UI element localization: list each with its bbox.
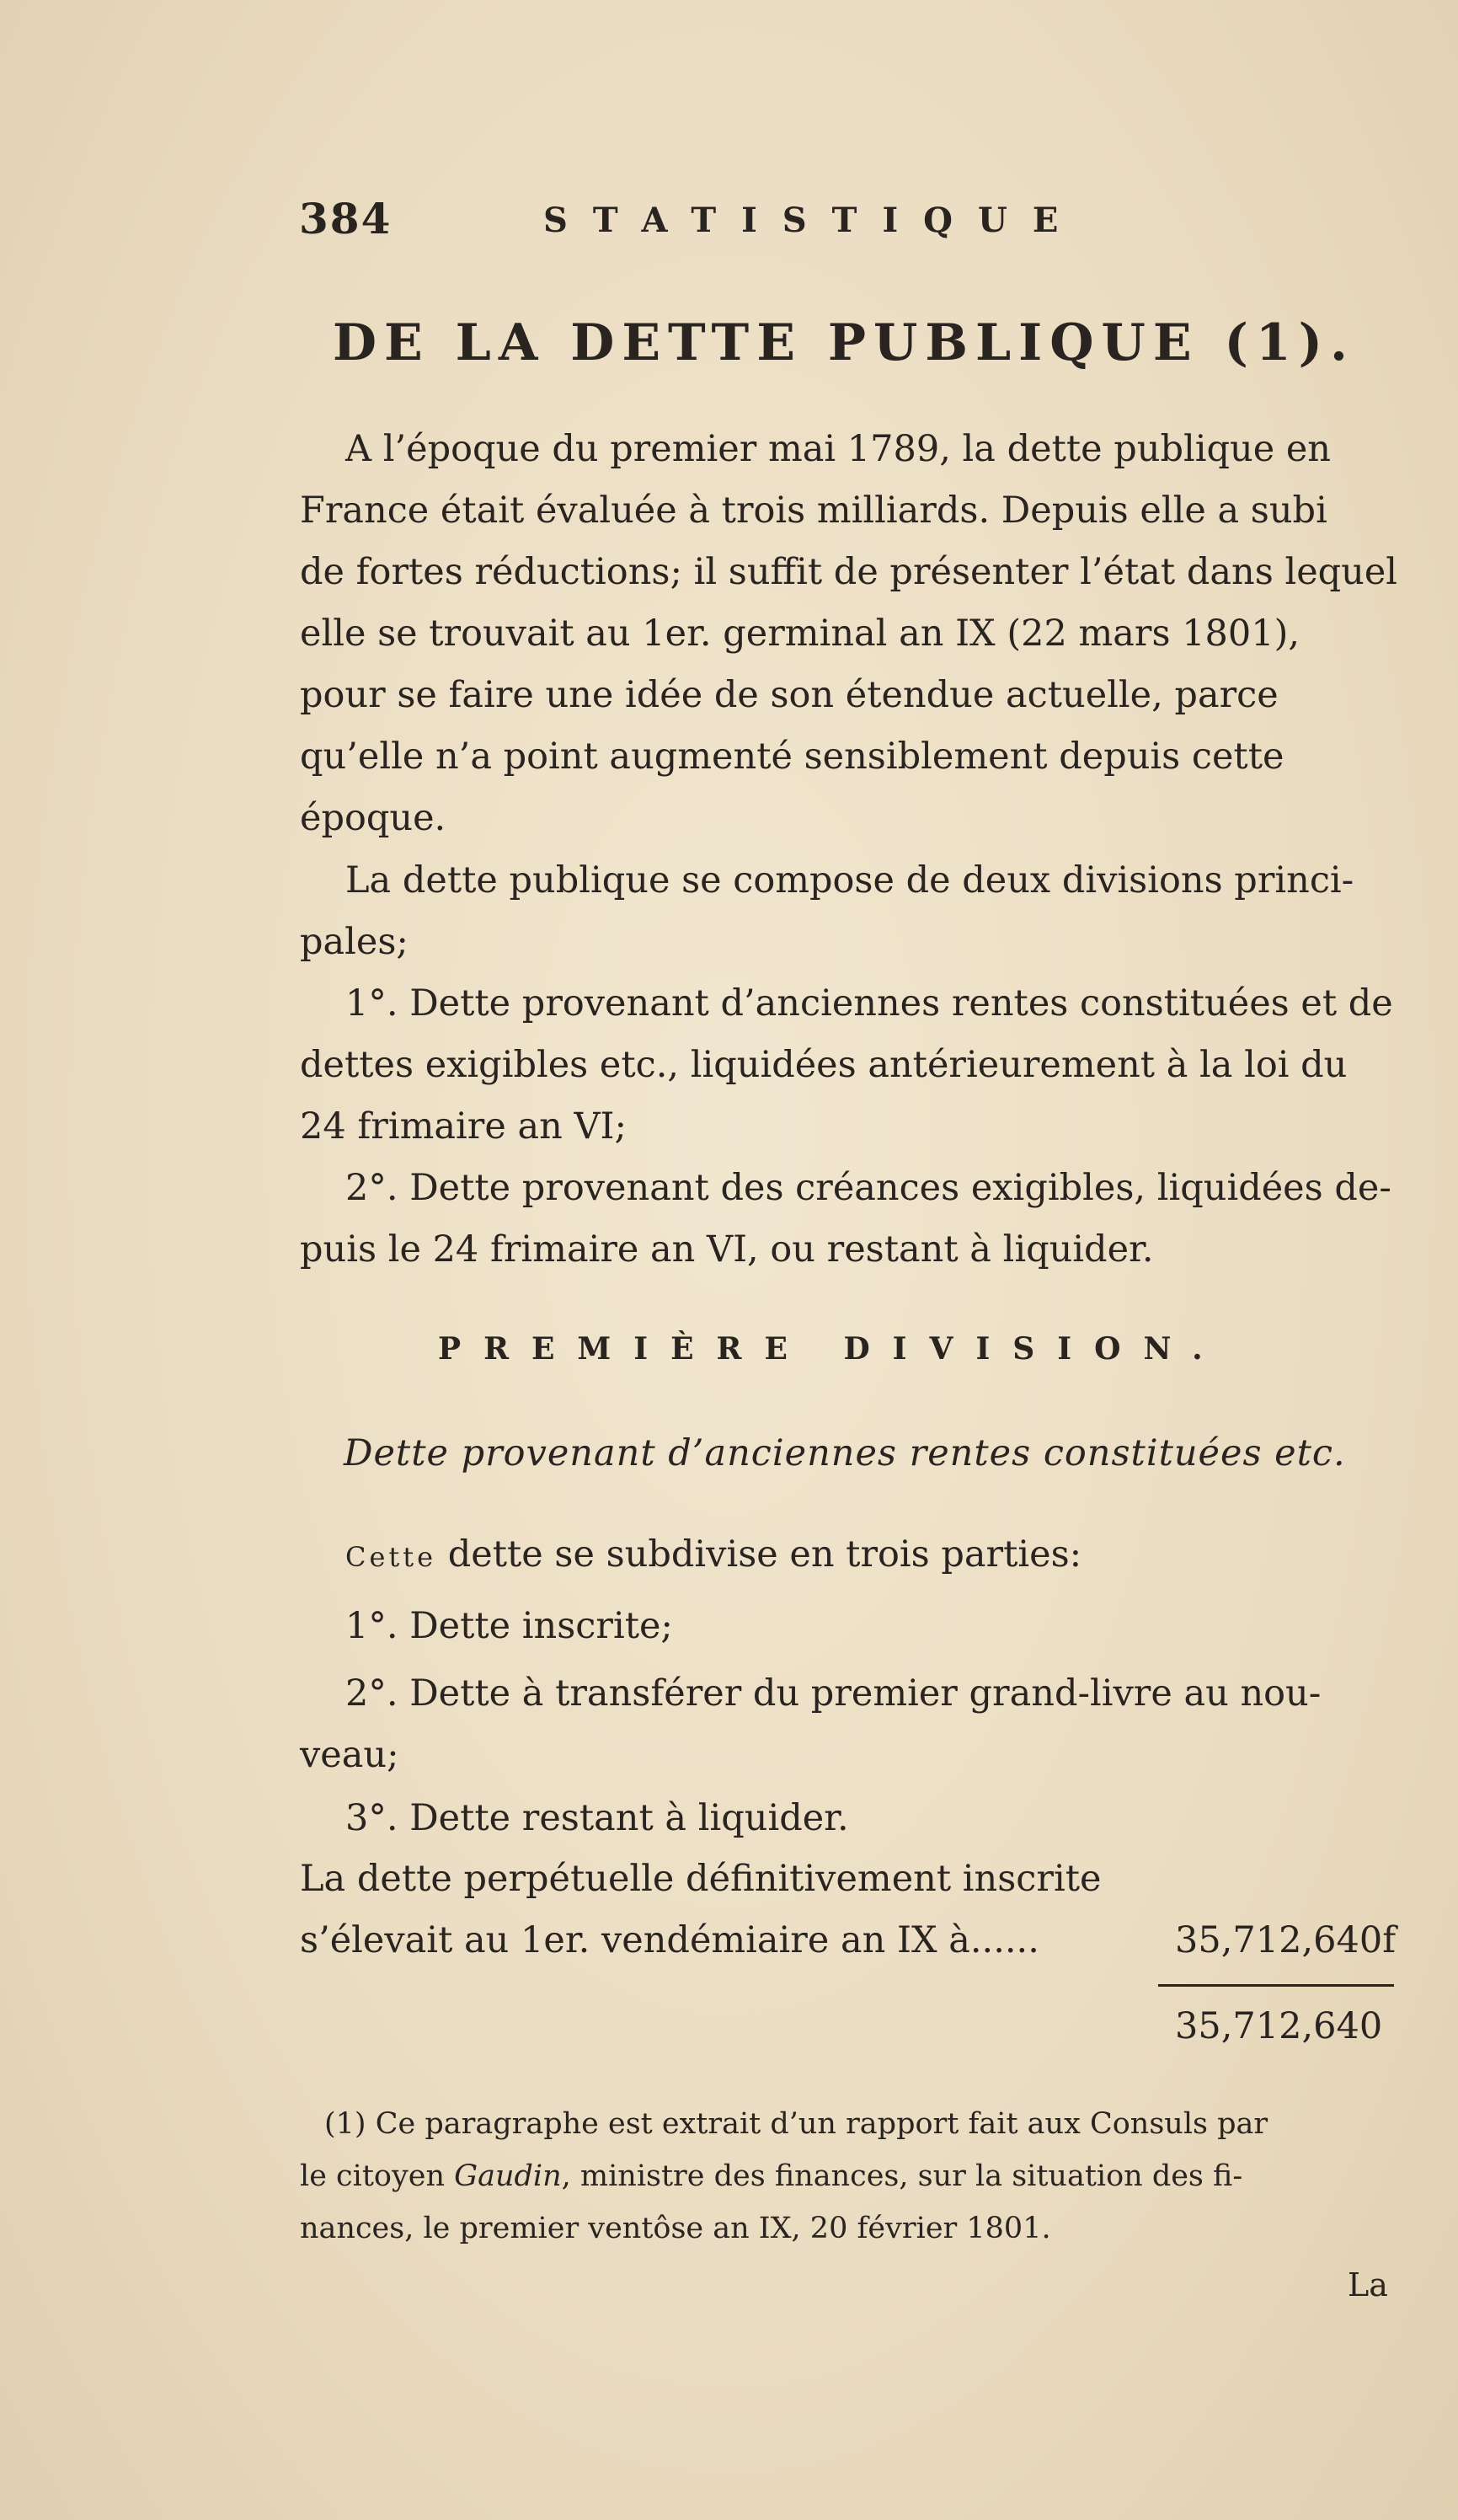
list-item: 1°. Dette inscrite;	[345, 1605, 673, 1647]
division-heading: PREMIÈRE DIVISION.	[438, 1331, 1226, 1367]
running-header	[299, 194, 1084, 243]
running-title: STATISTIQUE	[543, 201, 1084, 240]
list-item-continued: veau;	[300, 1734, 399, 1776]
text-line: France était évaluée à trois milliards. Depuis elle a subi	[300, 490, 1327, 532]
text-line: pales;	[300, 921, 409, 963]
text-line: La dette publique se compose de deux divisions princi-	[345, 859, 1354, 902]
division-subtitle: Dette provenant d’anciennes rentes constituées etc.	[344, 1432, 1346, 1474]
footnote-text: le citoyen	[300, 2159, 445, 2193]
sum-rule	[1158, 1984, 1394, 1987]
text-line: A l’époque du premier mai 1789, la dette publique en	[345, 428, 1331, 470]
list-item: 3°. Dette restant à liquider.	[345, 1797, 849, 1839]
text-line: dettes exigibles etc., liquidées antérieurement à la loi du	[300, 1044, 1348, 1086]
text-line: pour se faire une idée de son étendue actuelle, parce	[300, 674, 1279, 716]
text-line: elle se trouvait au 1er. germinal an IX (22 mars 1801),	[300, 613, 1300, 655]
section-heading: DE LA DETTE PUBLIQUE (1).	[333, 313, 1355, 372]
page-number: 384	[299, 194, 393, 243]
text-line: s’élevait au 1er. vendémiaire an IX à......	[300, 1919, 1039, 1961]
text-line: époque.	[300, 797, 446, 839]
text-line: 1°. Dette provenant d’anciennes rentes constituées et de	[345, 982, 1393, 1025]
intro-line	[345, 1533, 1081, 1576]
footnote-text: , ministre des finances, sur la situation des fi-	[561, 2159, 1243, 2193]
text-line: puis le 24 frimaire an VI, ou restant à liquider.	[300, 1228, 1154, 1271]
text-line: qu’elle n’a point augmenté sensiblement depuis cette	[300, 736, 1284, 778]
footnote-line	[300, 2150, 1242, 2202]
small-caps-word: Cette	[345, 1541, 437, 1573]
text-line: 2°. Dette provenant des créances exigibles, liquidées de-	[345, 1167, 1391, 1209]
text-line: de fortes réductions; il suffit de présenter l’état dans lequel	[300, 551, 1398, 593]
footnote-line: nances, le premier ventôse an IX, 20 février 1801.	[300, 2212, 1051, 2245]
list-item: 2°. Dette à transférer du premier grand-livre au nou-	[345, 1672, 1322, 1715]
text-line: La dette perpétuelle définitivement inscrite	[300, 1858, 1102, 1900]
footnote-line: (1) Ce paragraphe est extrait d’un rapport fait aux Consuls par	[324, 2107, 1268, 2141]
amount-value: 35,712,640f	[1175, 1919, 1397, 1961]
total-value: 35,712,640	[1175, 2005, 1383, 2047]
catchword: La	[1348, 2266, 1388, 2303]
text-line: 24 frimaire an VI;	[300, 1105, 627, 1148]
intro-text: dette se subdivise en trois parties:	[447, 1533, 1082, 1576]
footnote-name: Gaudin	[454, 2159, 562, 2193]
